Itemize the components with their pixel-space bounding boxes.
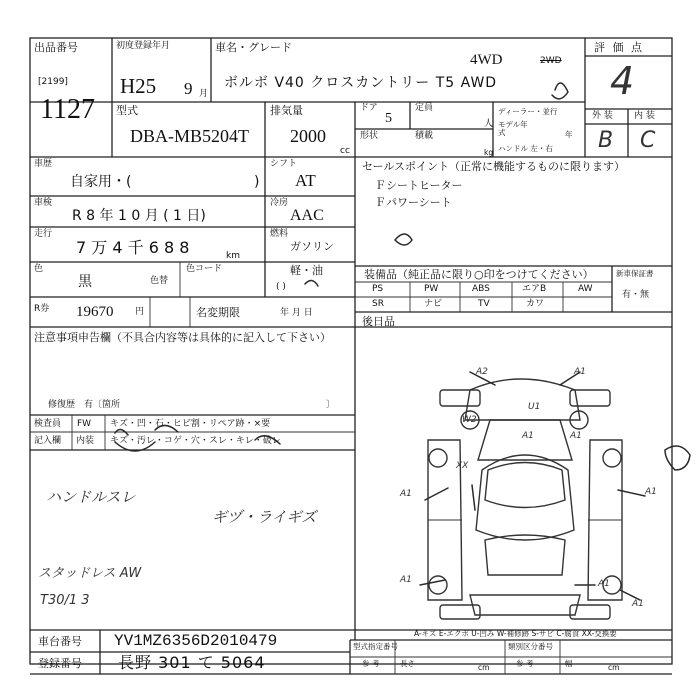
lot-sub: [2199]	[38, 77, 68, 87]
chassis-label: 車台番号	[38, 635, 82, 648]
score-value: 4	[610, 59, 635, 103]
drive-2wd: 2WD	[540, 56, 562, 66]
equipment-label: 装備品（純正品に限り○印をつけてください）	[364, 268, 594, 281]
equip-pw: PW	[424, 284, 439, 294]
handwritten-line: ギヅ・ライギズ	[212, 508, 317, 526]
repair-close: 〕	[326, 400, 336, 410]
load-label: 積載	[415, 131, 434, 141]
shift-value: AT	[295, 171, 316, 190]
displacement-label: 排気量	[270, 104, 303, 117]
size-sub: 参 考	[362, 659, 380, 668]
color-label: 色	[34, 264, 44, 274]
damage-mark: XX	[456, 461, 469, 471]
load-unit: kg	[484, 148, 494, 157]
month-unit: 月	[199, 89, 209, 99]
length-label: 長さ	[400, 659, 415, 668]
displacement: 2000	[290, 126, 326, 146]
mileage-unit: km	[226, 251, 240, 261]
displacement-unit: cc	[340, 146, 350, 156]
doors: 5	[385, 111, 392, 126]
capacity-label: 定員	[415, 103, 434, 113]
model-code-label: 型式	[116, 104, 138, 117]
width-label: 幅	[565, 659, 573, 668]
model-name: ボルボ V40 クロスカントリー T5 AWD	[224, 75, 498, 91]
model-name-label: 車名・グレード	[215, 41, 292, 54]
color-value: 黒	[78, 274, 92, 290]
shape-label: 形状	[360, 131, 379, 141]
fuel-light-oil: 軽・油	[290, 264, 323, 277]
plate-label: 登録番号	[38, 657, 82, 670]
size-label: 型式指定番号	[353, 642, 398, 651]
doors-label: ドア	[360, 103, 378, 113]
class-sub: 参 考	[516, 659, 534, 668]
handwritten-line: ハンドルスレ	[46, 488, 136, 506]
score-label: 評 価 点	[594, 41, 644, 54]
sales-point-item: Ｆパワーシート	[375, 196, 452, 209]
fuel-label: 燃料	[270, 229, 289, 239]
warranty-label: 新車保証書	[616, 269, 654, 278]
color-code-label: 色コード	[186, 264, 223, 274]
shift-label: シフト	[270, 159, 298, 169]
fuel-gas: ガソリン	[290, 240, 334, 253]
capacity-unit: 人	[484, 119, 494, 129]
entry-code: 内装	[76, 436, 95, 446]
entry-label: 記入欄	[34, 436, 62, 446]
ac-label: 冷房	[270, 198, 289, 208]
model-year-label: モデル年式	[498, 120, 528, 137]
damage-mark: A1	[574, 367, 586, 377]
color-change-label: 色替	[150, 276, 169, 286]
reg-month: 9	[184, 79, 193, 98]
inspector-code: FW	[77, 419, 92, 429]
chassis-number: YV1MZ6356D2010479	[114, 632, 278, 650]
name-change-value: 年 月 日	[280, 308, 313, 318]
name-change-label: 名変期限	[196, 306, 240, 319]
class-label: 類別区分番号	[508, 642, 553, 651]
equip-aw: AW	[578, 284, 593, 294]
damage-mark: A1	[632, 599, 644, 609]
damage-mark: A1	[570, 431, 582, 441]
handwritten-line: スタッドレス AW	[38, 566, 142, 581]
damage-legend: A-キズ E-エクボ U-凹み W-補修跡 S-サビ C-腐食 XX-交換要	[414, 629, 617, 638]
equip-navi: ナビ	[424, 299, 443, 309]
damage-mark: A1	[645, 487, 657, 497]
lot-number: 1127	[40, 94, 95, 125]
exterior-grade: B	[598, 128, 614, 153]
equip-leather: カワ	[526, 299, 545, 309]
equip-tv: TV	[478, 299, 490, 309]
damage-mark: W2	[462, 415, 477, 425]
equip-airbag: エアB	[522, 284, 547, 294]
warranty-value: 有・無	[622, 290, 650, 300]
inspector-label: 検査員	[34, 419, 62, 429]
equip-sr: SR	[372, 299, 384, 309]
recycle-value: 19670	[76, 304, 114, 320]
sales-points-label: セールスポイント（正常に機能するものに限ります）	[362, 160, 626, 173]
mileage-value: 7 万 4 千 6 8 8	[76, 238, 190, 257]
damage-mark: A1	[400, 575, 412, 585]
entry-legend: キズ・汚レ・コゲ・穴・スレ・キレ・破レ	[110, 436, 281, 446]
recycle-label: R券	[34, 304, 50, 314]
interior-grade: C	[640, 128, 656, 153]
damage-mark: U1	[528, 402, 541, 412]
equip-abs: ABS	[472, 284, 490, 294]
repair-history: 修復歴 有〔箇所	[48, 400, 121, 410]
recycle-unit: 円	[135, 307, 145, 317]
ac-value: AAC	[290, 207, 324, 224]
damage-mark: A1	[598, 579, 610, 589]
year-suffix: 年	[565, 130, 573, 139]
damage-mark: A1	[400, 489, 412, 499]
inspection-label: 車検	[34, 198, 53, 208]
caution-label: 注意事項申告欄（不具合内容等は具体的に記入して下さい）	[34, 331, 331, 344]
inspection-value: R 8 年 1 0 月 ( 1 日)	[72, 208, 206, 224]
plate-value: 長野 301 て 5064	[118, 653, 266, 672]
history-value: 自家用・(	[70, 174, 132, 190]
history-close: )	[254, 174, 260, 190]
first-reg-label: 初度登録年月	[116, 41, 171, 51]
length-unit: cm	[478, 663, 490, 672]
rear-seat-label: 後日品	[362, 315, 395, 328]
interior-label: 内 装	[634, 111, 655, 121]
width-unit: cm	[608, 663, 620, 672]
mileage-label: 走行	[34, 229, 53, 239]
dealer-label: ディーラー・並行	[498, 107, 558, 116]
handwritten-line: T30/1 3	[40, 593, 90, 608]
damage-mark: A2	[476, 367, 488, 377]
sales-point-item: Ｆシートヒーター	[375, 179, 463, 192]
equip-ps: PS	[372, 284, 384, 294]
inspector-legend: キズ・凹・石・ヒビ割・リペア跡・×要	[110, 419, 271, 429]
damage-mark: A1	[522, 431, 534, 441]
lot-label: 出品番号	[34, 41, 78, 54]
handle-label: ハンドル 左・右	[498, 144, 553, 153]
history-label: 車歴	[34, 159, 53, 169]
exterior-label: 外 装	[592, 111, 613, 121]
reg-era-year: H25	[120, 74, 157, 98]
model-code: DBA-MB5204T	[130, 126, 250, 146]
fuel-paren: ( )	[276, 282, 286, 292]
drive-4wd: 4WD	[470, 52, 503, 68]
